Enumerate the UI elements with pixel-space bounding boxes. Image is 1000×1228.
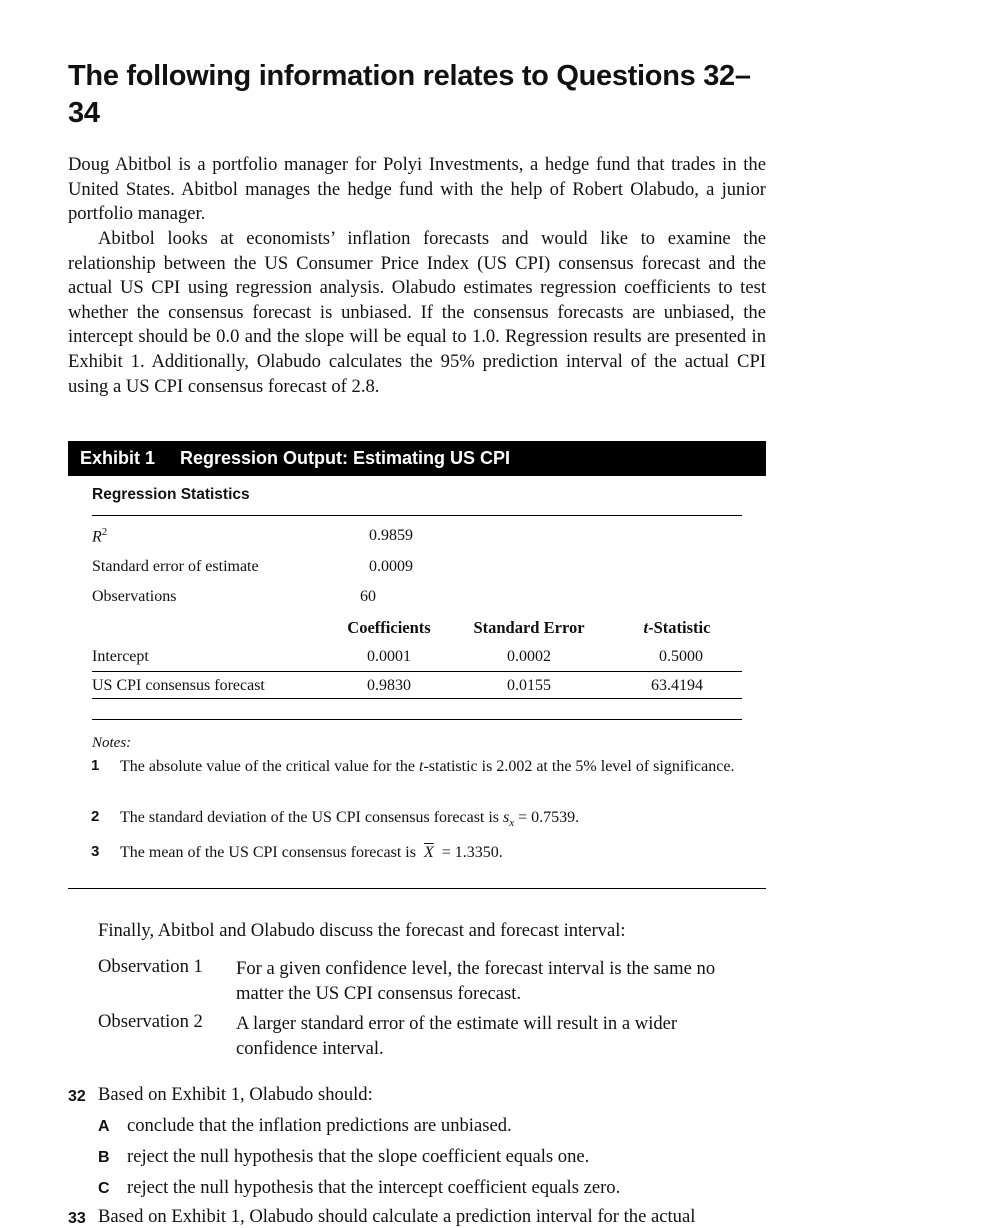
note-number: 2 bbox=[91, 808, 100, 825]
intro-paragraph-2: Abitbol looks at economists’ inflation forecasts and would like to examine the relationship between the US Consumer Price Index (US CPI) consensus forecast and the actual US CPI using regression analysis. Olabudo estimates regression coefficients to test whether the consensus forecast is unbiased. If the consensus forecasts are unbiased, the intercept should be 0.0 and the slope will be equal to 1.0. Regression results are presented in Exhibit 1. Additionally, Olabudo calculates the 95% prediction interval of the actual CPI using a US CPI consensus forecast of 2.8. bbox=[68, 228, 766, 397]
note-text: The mean of the US CPI consensus forecast is $\overline{X} = 1.3350$. bbox=[120, 844, 503, 861]
exhibit-header bbox=[68, 441, 766, 476]
row-label-intercept: Intercept bbox=[92, 648, 149, 665]
notes-title: Notes: bbox=[92, 735, 132, 751]
intro-paragraph-1: Doug Abitbol is a portfolio manager for Polyi Investments, a hedge fund that trades in the United States. Abitbol manages the hedge fund with the help of Robert Olabudo, a junior portfolio manager. bbox=[68, 154, 766, 225]
option-letter: B bbox=[98, 1149, 110, 1166]
row-label-us-cpi-forecast: US CPI consensus forecast bbox=[92, 677, 265, 694]
intercept-coefficient: 0.0001 bbox=[367, 648, 411, 665]
row-separator bbox=[92, 698, 742, 699]
intercept-t-statistic: 0.5000 bbox=[659, 648, 703, 665]
question-text: Based on Exhibit 1, Olabudo should: bbox=[98, 1084, 373, 1105]
observation-1-text: For a given confidence level, the forecast interval is the same no matter the US CPI consensus forecast. bbox=[236, 958, 716, 1004]
exhibit-title: Regression Output: Estimating US CPI bbox=[180, 448, 511, 468]
stat-label-r-squared: $R^2$ bbox=[92, 526, 108, 546]
column-header-standard-error: Standard Error bbox=[473, 618, 585, 637]
forecast-standard-error: 0.0155 bbox=[507, 677, 551, 694]
exhibit-bottom-rule bbox=[68, 888, 766, 889]
discussion-intro: Finally, Abitbol and Olabudo discuss the forecast and forecast interval: bbox=[98, 920, 626, 941]
page-heading: The following information relates to Questions 32–34 bbox=[68, 60, 751, 129]
table-top-rule bbox=[92, 515, 742, 516]
row-separator bbox=[92, 671, 742, 672]
observation-2-label: Observation 2 bbox=[98, 1011, 203, 1032]
column-header-coefficients: Coefficients bbox=[347, 618, 431, 637]
question-number: 32 bbox=[68, 1088, 86, 1105]
observation-2-text: A larger standard error of the estimate will result in a wider confidence interval. bbox=[236, 1013, 678, 1059]
question-text: Based on Exhibit 1, Olabudo should calculate a prediction interval for the actual bbox=[98, 1206, 696, 1227]
option-letter: C bbox=[98, 1180, 110, 1197]
question-number: 33 bbox=[68, 1210, 86, 1227]
note-text: The standard deviation of the US CPI consensus forecast is $s_x = 0.7539$. bbox=[120, 809, 580, 830]
forecast-coefficient: 0.9830 bbox=[367, 677, 411, 694]
option-text: conclude that the inflation predictions are unbiased. bbox=[127, 1115, 512, 1136]
note-number: 3 bbox=[91, 843, 100, 860]
option-text: reject the null hypothesis that the intercept coefficient equals zero. bbox=[127, 1177, 621, 1198]
regression-statistics-heading: Regression Statistics bbox=[92, 486, 250, 503]
option-text: reject the null hypothesis that the slope coefficient equals one. bbox=[127, 1146, 590, 1167]
stat-label-observations: Observations bbox=[92, 588, 177, 605]
column-header-t-statistic: t-Statistic bbox=[643, 618, 711, 637]
stat-value-r-squared: 0.9859 bbox=[369, 527, 413, 544]
stat-label-standard-error: Standard error of estimate bbox=[92, 558, 259, 575]
exhibit-number: Exhibit 1 bbox=[80, 448, 156, 468]
stat-value-standard-error: 0.0009 bbox=[369, 558, 413, 575]
stat-value-observations: 60 bbox=[360, 588, 376, 605]
option-letter: A bbox=[98, 1118, 110, 1135]
forecast-t-statistic: 63.4194 bbox=[651, 677, 703, 694]
table-bottom-rule bbox=[92, 719, 742, 720]
observation-1-label: Observation 1 bbox=[98, 956, 203, 977]
intercept-standard-error: 0.0002 bbox=[507, 648, 551, 665]
note-number: 1 bbox=[91, 757, 100, 774]
note-text: The absolute value of the critical value for the t-statistic is 2.002 at the 5% level of significance. bbox=[120, 758, 735, 775]
